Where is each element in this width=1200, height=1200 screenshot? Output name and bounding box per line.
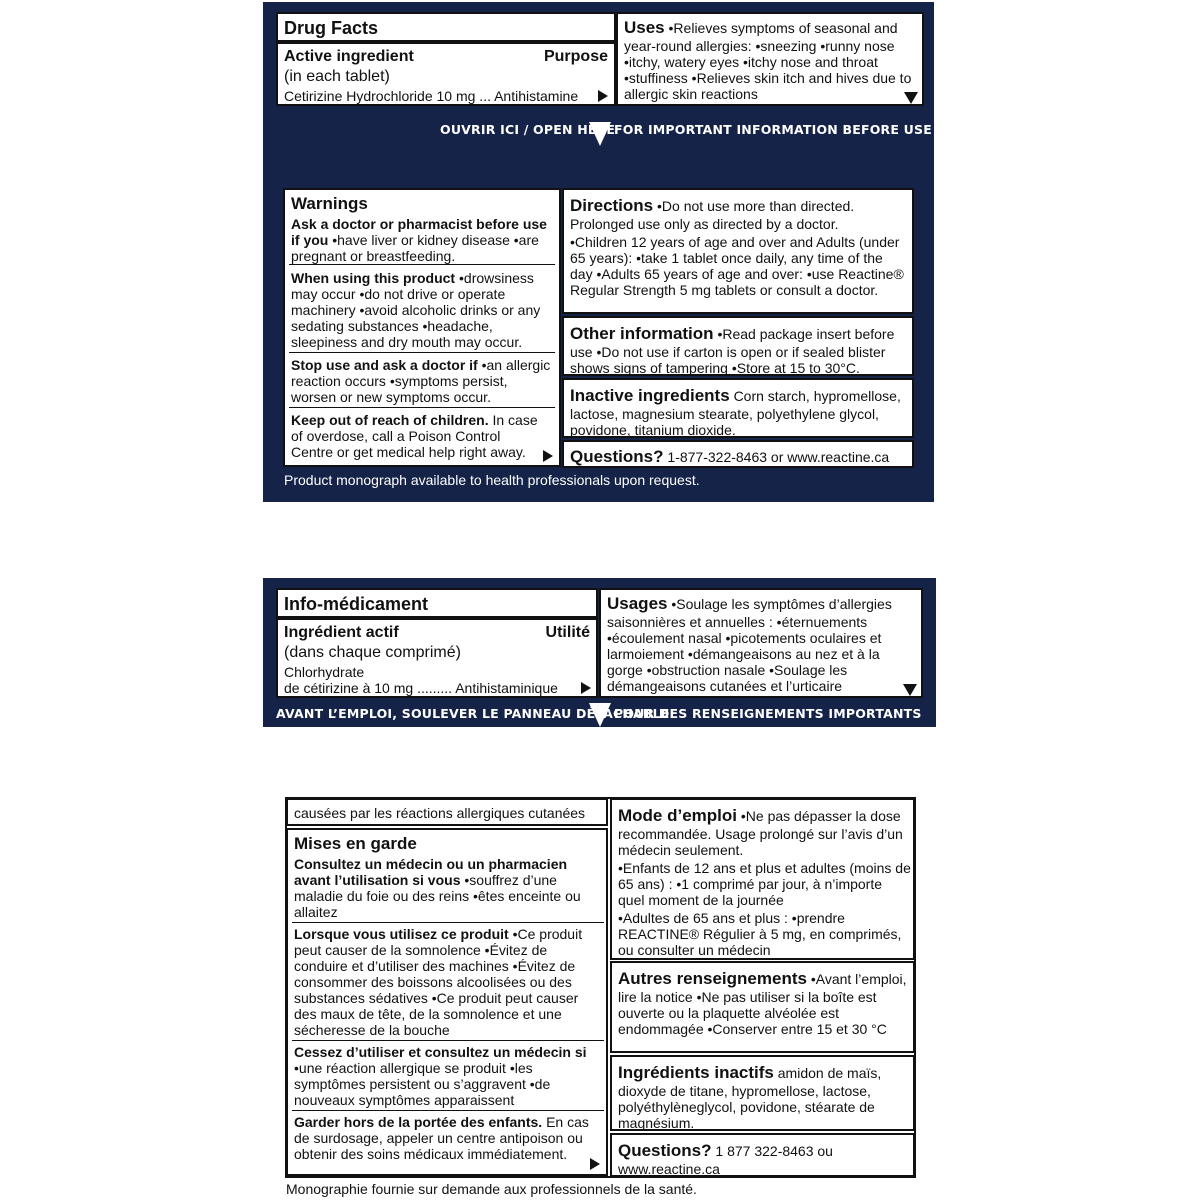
inactive-ingredients-box [562, 378, 914, 438]
questions-fr-text: 1 877 322-8463 ou www.reactine.ca [618, 1143, 833, 1177]
drug-facts-title-box [276, 12, 616, 42]
mode-emploi-text-1: •Ne pas dépasser la dose recommandée. Usage prolongé sur l’avis d’un médecin seulement. [618, 808, 903, 858]
ingredient-line: Cetirizine Hydrochloride 10 mg ... Antihistamine [284, 88, 579, 104]
avant-emploi-right: POUR DES RENSEIGNEMENTS IMPORTANTS [614, 706, 922, 721]
questions-text: 1-877-322-8463 or www.reactine.ca [667, 449, 890, 465]
uses-title: Uses [624, 18, 665, 37]
drug-facts-title: Drug Facts [284, 18, 379, 38]
stop-use-section [291, 357, 555, 405]
other-info-box [562, 316, 914, 376]
questions-fr-box [610, 1133, 915, 1177]
other-info-text: •Read package insert before use •Do not use if carton is open or if sealed blister shows signs of tampering •Store at 15 to 30°C. [570, 326, 895, 376]
when-using-heading: When using this product [291, 270, 456, 286]
ingredient-actif-box [276, 618, 598, 698]
garder-section [294, 1114, 600, 1162]
uses-box [616, 12, 924, 106]
purpose-heading: Purpose [543, 48, 608, 65]
arrow-right-icon [543, 450, 553, 462]
arrow-right-icon [581, 682, 591, 694]
mode-emploi-text-block [618, 806, 912, 958]
cessez-section [294, 1044, 600, 1108]
mode-emploi-title: Mode d’emploi [618, 806, 737, 825]
autres-text: •Avant l’emploi, lire la notice •Ne pas utiliser si la boîte est ouverte ou la plaquette alvéolée est endommagée •Conserver entre 15 et 30 °C [618, 971, 907, 1037]
mises-en-garde-title: Mises en garde [294, 834, 417, 853]
ingredients-inactifs-box [610, 1055, 915, 1131]
info-medicament-title-box [276, 588, 598, 618]
in-each-tablet: (in each tablet) [284, 68, 390, 85]
usages-box [599, 588, 923, 698]
autres-title: Autres renseignements [618, 969, 807, 988]
utilite-heading: Utilité [545, 624, 590, 641]
garder-heading: Garder hors de la portée des enfants. [294, 1114, 543, 1130]
consultez-heading: Consultez un médecin ou un pharmacien avant l’utilisation si vous [294, 856, 568, 888]
lorsque-section [294, 926, 600, 1038]
inactive-text-block [570, 386, 908, 438]
ask-doctor-text: •have liver or kidney disease •are pregnant or breastfeeding. [291, 232, 539, 264]
open-here-left: OUVRIR ICI / OPEN HERE [440, 122, 616, 137]
uses-text-block [624, 18, 914, 102]
questions-fr-text-block [618, 1141, 898, 1177]
divider [289, 352, 555, 353]
autres-text-block [618, 969, 908, 1037]
keep-out-heading: Keep out of reach of children. [291, 412, 489, 428]
monograph-note: Product monograph available to health professionals upon request. [284, 472, 700, 488]
questions-box [562, 440, 914, 468]
uses-text: •Relieves symptoms of seasonal and year-round allergies: •sneezing •runny nose •itchy, watery eyes •itchy nose and throat •stuffiness •Relieves skin itch and hives due to allergic skin reactions [624, 20, 912, 102]
divider [289, 264, 555, 265]
mode-emploi-box [610, 798, 915, 960]
mode-emploi-text-3: •Adultes de 65 ans et plus : •prendre REACTINE® Régulier à 5 mg, en comprimés, ou consulter un médecin [618, 910, 902, 958]
mises-en-garde-box [286, 828, 608, 1176]
ask-doctor-heading: Ask a doctor or pharmacist before use if you [291, 216, 547, 248]
divider [292, 922, 604, 923]
consultez-section [294, 856, 600, 920]
monographie-note: Monographie fournie sur demande aux professionnels de la santé. [286, 1181, 697, 1197]
directions-box [562, 188, 914, 314]
consultez-text: •souffrez d’une maladie du foie ou des reins •êtes enceinte ou allaitez [294, 872, 581, 920]
inactive-text: Corn starch, hypromellose, lactose, magnesium stearate, polyethylene glycol, povidone, titanium dioxide. [570, 388, 901, 438]
inactifs-title: Ingrédients inactifs [618, 1063, 774, 1082]
keep-out-text: In case of overdose, call a Poison Control Centre or get medical help right away. [291, 412, 538, 460]
questions-text-block [570, 447, 910, 467]
arrow-down-icon [903, 684, 917, 696]
inactifs-text-block [618, 1063, 910, 1131]
divider [292, 1040, 604, 1041]
keep-out-section [291, 412, 541, 460]
ingredient-line-1: Chlorhydrate [284, 664, 365, 680]
arrow-right-icon [598, 90, 608, 102]
autres-renseignements-box [610, 961, 915, 1053]
ingredient-actif-heading: Ingrédient actif [284, 624, 399, 641]
avant-emploi-left: AVANT L’EMPLOI, SOULEVER LE PANNEAU DÉTACHABLE [276, 706, 670, 721]
stop-use-heading: Stop use and ask a doctor if [291, 357, 478, 373]
ask-doctor-section [291, 216, 555, 264]
when-using-section [291, 270, 555, 350]
arrow-right-icon [590, 1158, 600, 1170]
lorsque-heading: Lorsque vous utilisez ce produit [294, 926, 509, 942]
directions-text-1: •Do not use more than directed. Prolonged use only as directed by a doctor. [570, 198, 855, 232]
usages-text: •Soulage les symptômes d’allergies saisonnières et annuelles : •éternuements •écoulement nasal •picotements oculaires et larmoiement •démangeaisons au nez et à la gorge •obstruction nasale •Soulage les démangeaisons cutanées et l’urticaire [607, 596, 892, 694]
divider [292, 1110, 604, 1111]
ingredient-line-2: de cétirizine à 10 mg ......... Antihistaminique [284, 680, 558, 696]
active-ingredient-heading: Active ingredient [284, 48, 414, 65]
warnings-title: Warnings [291, 194, 368, 213]
stop-use-text: •an allergic reaction occurs •symptoms persist, worsen or new symptoms occur. [291, 357, 551, 405]
divider [289, 407, 555, 408]
arrow-down-icon [904, 92, 918, 104]
open-arrow-icon [589, 703, 611, 727]
usages-text-block [607, 594, 917, 694]
directions-text-block [570, 196, 906, 298]
when-using-text: •drowsiness may occur •do not drive or operate machinery •avoid alcoholic drinks or any sedating substances •headache, sleepiness and dry mouth may occur. [291, 270, 541, 350]
dans-chaque-comprime: (dans chaque comprimé) [284, 644, 461, 661]
directions-title: Directions [570, 196, 654, 215]
usages-title: Usages [607, 594, 668, 613]
continued-text: causées par les réactions allergiques cutanées [294, 805, 586, 821]
questions-title: Questions? [570, 447, 664, 466]
inactifs-text: amidon de maïs, dioxyde de titane, hypromellose, lactose, polyéthylèneglycol, povidone, stéarate de magnésium. [618, 1065, 882, 1131]
mode-emploi-text-2: •Enfants de 12 ans et plus et adultes (moins de 65 ans) : •1 comprimé par jour, à n’importe quel moment de la journée [618, 860, 911, 908]
cessez-heading: Cessez d’utiliser et consultez un médecin si [294, 1044, 587, 1060]
warnings-box [283, 188, 561, 467]
other-info-text-block [570, 324, 908, 376]
continued-box [286, 798, 608, 826]
garder-text: En cas de surdosage, appeler un centre antipoison ou obtenir des soins médicaux immédiatement. [294, 1114, 589, 1162]
open-arrow-icon [589, 122, 611, 146]
active-ingredient-box [276, 42, 616, 106]
lorsque-text: •Ce produit peut causer de la somnolence •Évitez de conduire et d’utiliser des machines •Évitez de consommer des boissons alcoolisées ou des substances sédatives •Ce produit peut causer des maux de tête, de la somnolence et une sécheresse de la bouche [294, 926, 583, 1038]
other-info-title: Other information [570, 324, 714, 343]
info-medicament-title: Info-médicament [284, 594, 429, 614]
inactive-title: Inactive ingredients [570, 386, 730, 405]
cessez-text: •une réaction allergique se produit •les symptômes persistent ou s’aggravent •de nouveaux symptômes apparaissent [294, 1060, 551, 1108]
open-here-right: FOR IMPORTANT INFORMATION BEFORE USE [614, 122, 932, 137]
directions-text-2: •Children 12 years of age and over and Adults (under 65 years): •take 1 tablet once daily, any time of the day •Adults 65 years of age and over: •use Reactine® Regular Strength 5 mg tablets or consult a doctor. [570, 234, 904, 298]
questions-fr-title: Questions? [618, 1141, 712, 1160]
